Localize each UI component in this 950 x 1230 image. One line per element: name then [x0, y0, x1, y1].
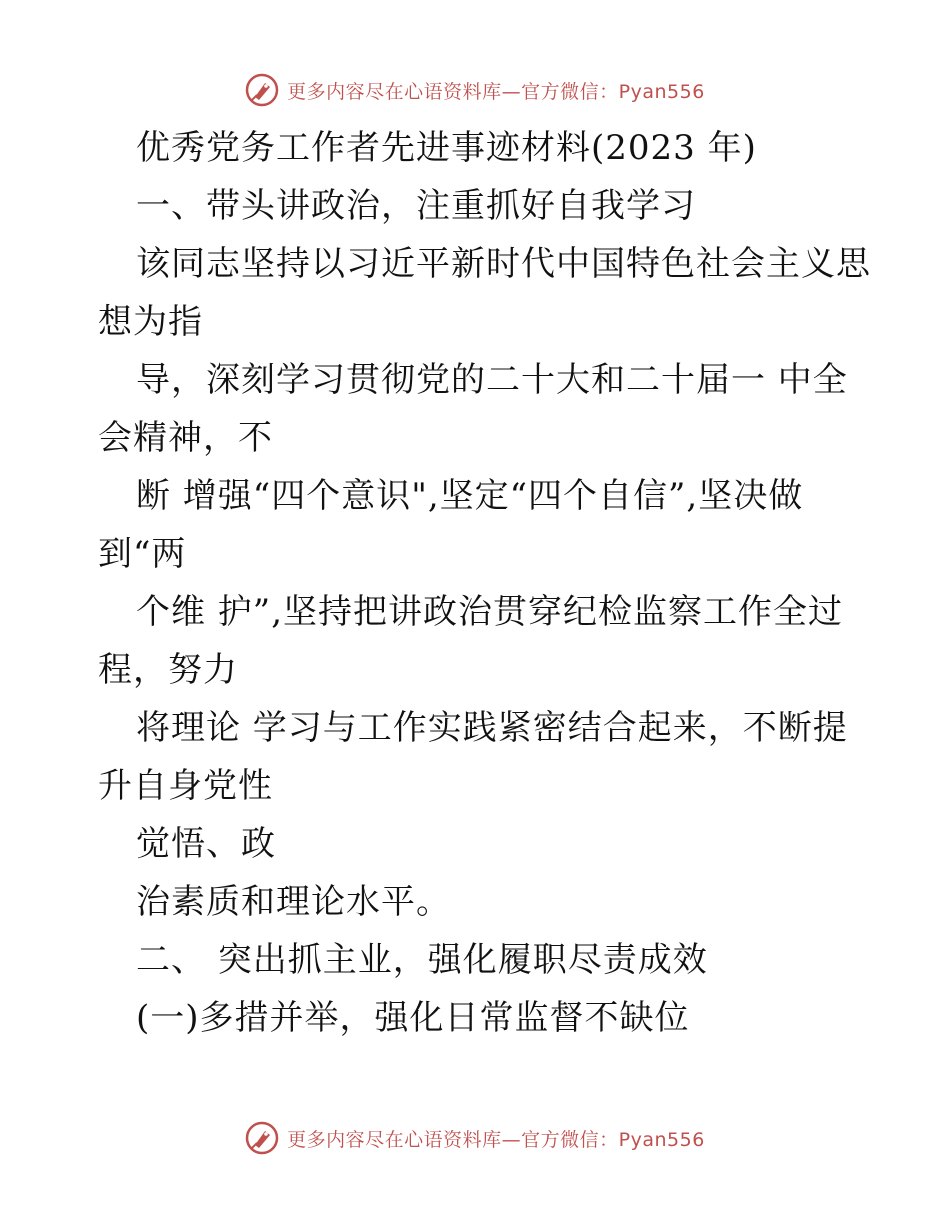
footer-watermark-banner: [0, 1116, 950, 1160]
paragraph-line: 会精神，不: [98, 418, 273, 458]
paragraph-line: 断 增强“四个意识",坚定“四个自信”,坚决做: [136, 476, 804, 516]
section-heading-2: 二、 突出抓主业，强化履职尽责成效: [136, 940, 708, 980]
paragraph-line: 到“两: [98, 534, 187, 574]
paragraph-line: 个维 护”,坚持把讲政治贯穿纪检监察工作全过: [136, 592, 843, 632]
document-title: 优秀党务工作者先进事迹材料(2023 年): [136, 128, 757, 168]
header-watermark-text: 更多内容尽在心语资料库—官方微信：Pyan556: [287, 80, 705, 103]
paragraph-line: 程，努力: [98, 650, 238, 690]
section-heading-1: 一、带头讲政治，注重抓好自我学习: [136, 186, 696, 226]
footer-watermark-text: 更多内容尽在心语资料库—官方微信：Pyan556: [287, 1128, 705, 1151]
paragraph-line: 治素质和理论水平。: [136, 882, 451, 922]
paragraph-line: 将理论 学习与工作实践紧密结合起来，不断提: [136, 708, 848, 748]
paragraph-line: 觉悟、政: [136, 824, 276, 864]
subsection-heading-1: (一)多措并举，强化日常监督不缺位: [136, 998, 690, 1038]
pen-nib-logo-icon: [245, 1121, 279, 1155]
paragraph-line: 导，深刻学习贯彻党的二十大和二十届一 中全: [136, 360, 848, 400]
paragraph-line: 升自身党性: [98, 766, 273, 806]
paragraph-line: 想为指: [98, 302, 203, 342]
paragraph-line: 该同志坚持以习近平新时代中国特色社会主义思: [136, 244, 871, 284]
